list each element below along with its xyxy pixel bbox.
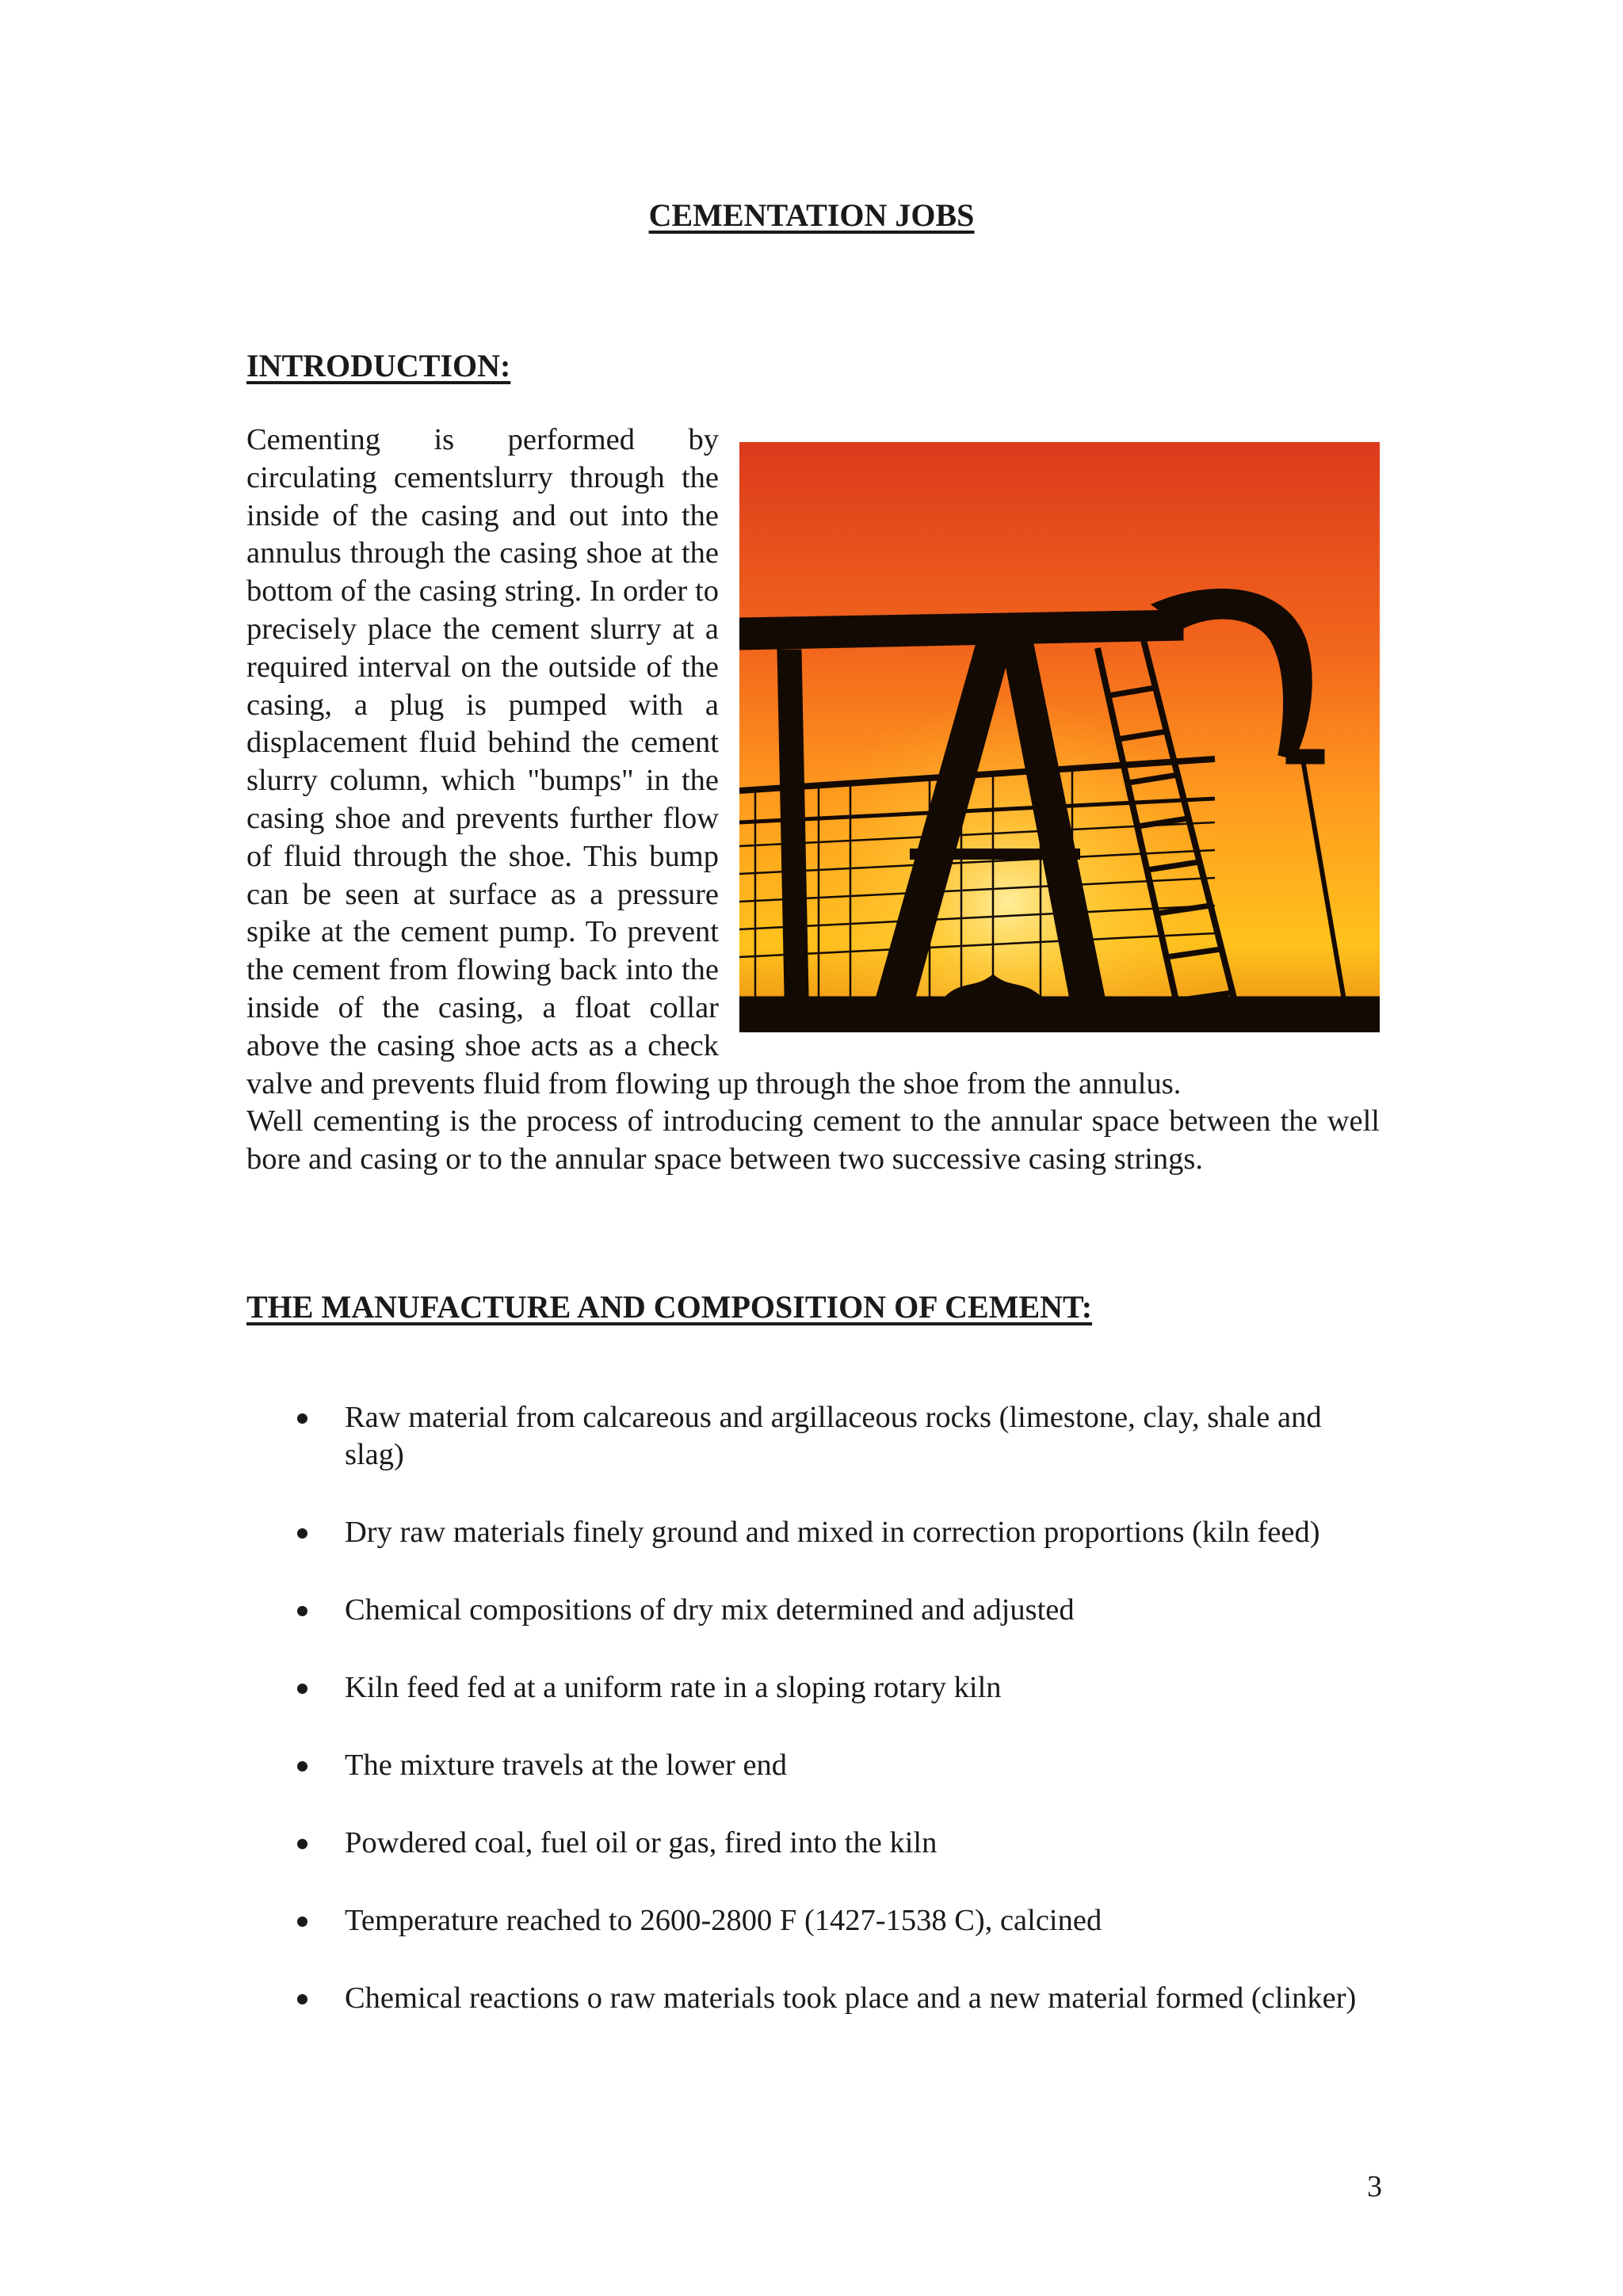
list-item [246,1747,1380,1784]
list-item-text: Powdered coal, fuel oil or gas, fired into the kiln [345,1826,938,1859]
list-item [246,1514,1380,1551]
page-number: 3 [1367,2170,1382,2203]
list-item [246,1980,1380,2017]
bullet-icon [297,1994,307,2004]
list-item [246,1399,1380,1474]
manufacture-heading: THE MANUFACTURE AND COMPOSITION OF CEMENT: [246,1289,1093,1325]
bullet-icon [297,1684,307,1694]
list-item-text: Temperature reached to 2600-2800 F (1427-1538 C), calcined [345,1904,1102,1937]
bullet-icon [297,1606,307,1616]
page-title: CEMENTATION JOBS [648,197,975,233]
introduction-paragraph-1: Cementing is performed by circulating cementslurry through the inside of the casing and out into the annulus through the casing shoe at the bottom of the casing string. In order to precisely place the cement slurry at a required interval on the outside of the casing, a plug is pumped with a displacement fluid behind the cement slurry column, which "bumps" in the casing shoe and prevents further flow of fluid through the shoe. This bump can be seen at surface as a pressure spike at the cement pump. To prevent the cement from flowing back into the inside of the casing, a float collar above the casing shoe acts as a check valve and prevents fluid from flowing up through the shoe from the annulus. [246,423,1182,1100]
bullet-icon [297,1413,307,1424]
introduction-heading: INTRODUCTION: [246,348,511,383]
introduction-section [246,421,1380,1179]
list-item [246,1669,1380,1707]
list-item-text: Raw material from calcareous and argillaceous rocks (limestone, clay, shale and slag) [345,1401,1322,1471]
pump-jack-photo [739,442,1380,1032]
list-item-text: Chemical compositions of dry mix determined and adjusted [345,1593,1075,1627]
bullet-icon [297,1761,307,1772]
list-item-text: Kiln feed fed at a uniform rate in a sloping rotary kiln [345,1671,1002,1704]
pump-jack-image [739,442,1380,1032]
bullet-icon [297,1528,307,1539]
bullet-icon [297,1839,307,1849]
list-item [246,1902,1380,1939]
manufacture-list [246,1399,1380,2058]
bullet-icon [297,1917,307,1927]
list-item [246,1592,1380,1629]
list-item-text: The mixture travels at the lower end [345,1749,788,1782]
list-item-text: Chemical reactions o raw materials took place and a new material formed (clinker) [345,1981,1357,2015]
list-item-text: Dry raw materials finely ground and mixed in correction proportions (kiln feed) [345,1516,1320,1549]
introduction-paragraph-2: Well cementing is the process of introducing cement to the annular space between the well bore and casing or to the annular space between two successive casing strings. [246,1104,1380,1177]
list-item [246,1825,1380,1862]
